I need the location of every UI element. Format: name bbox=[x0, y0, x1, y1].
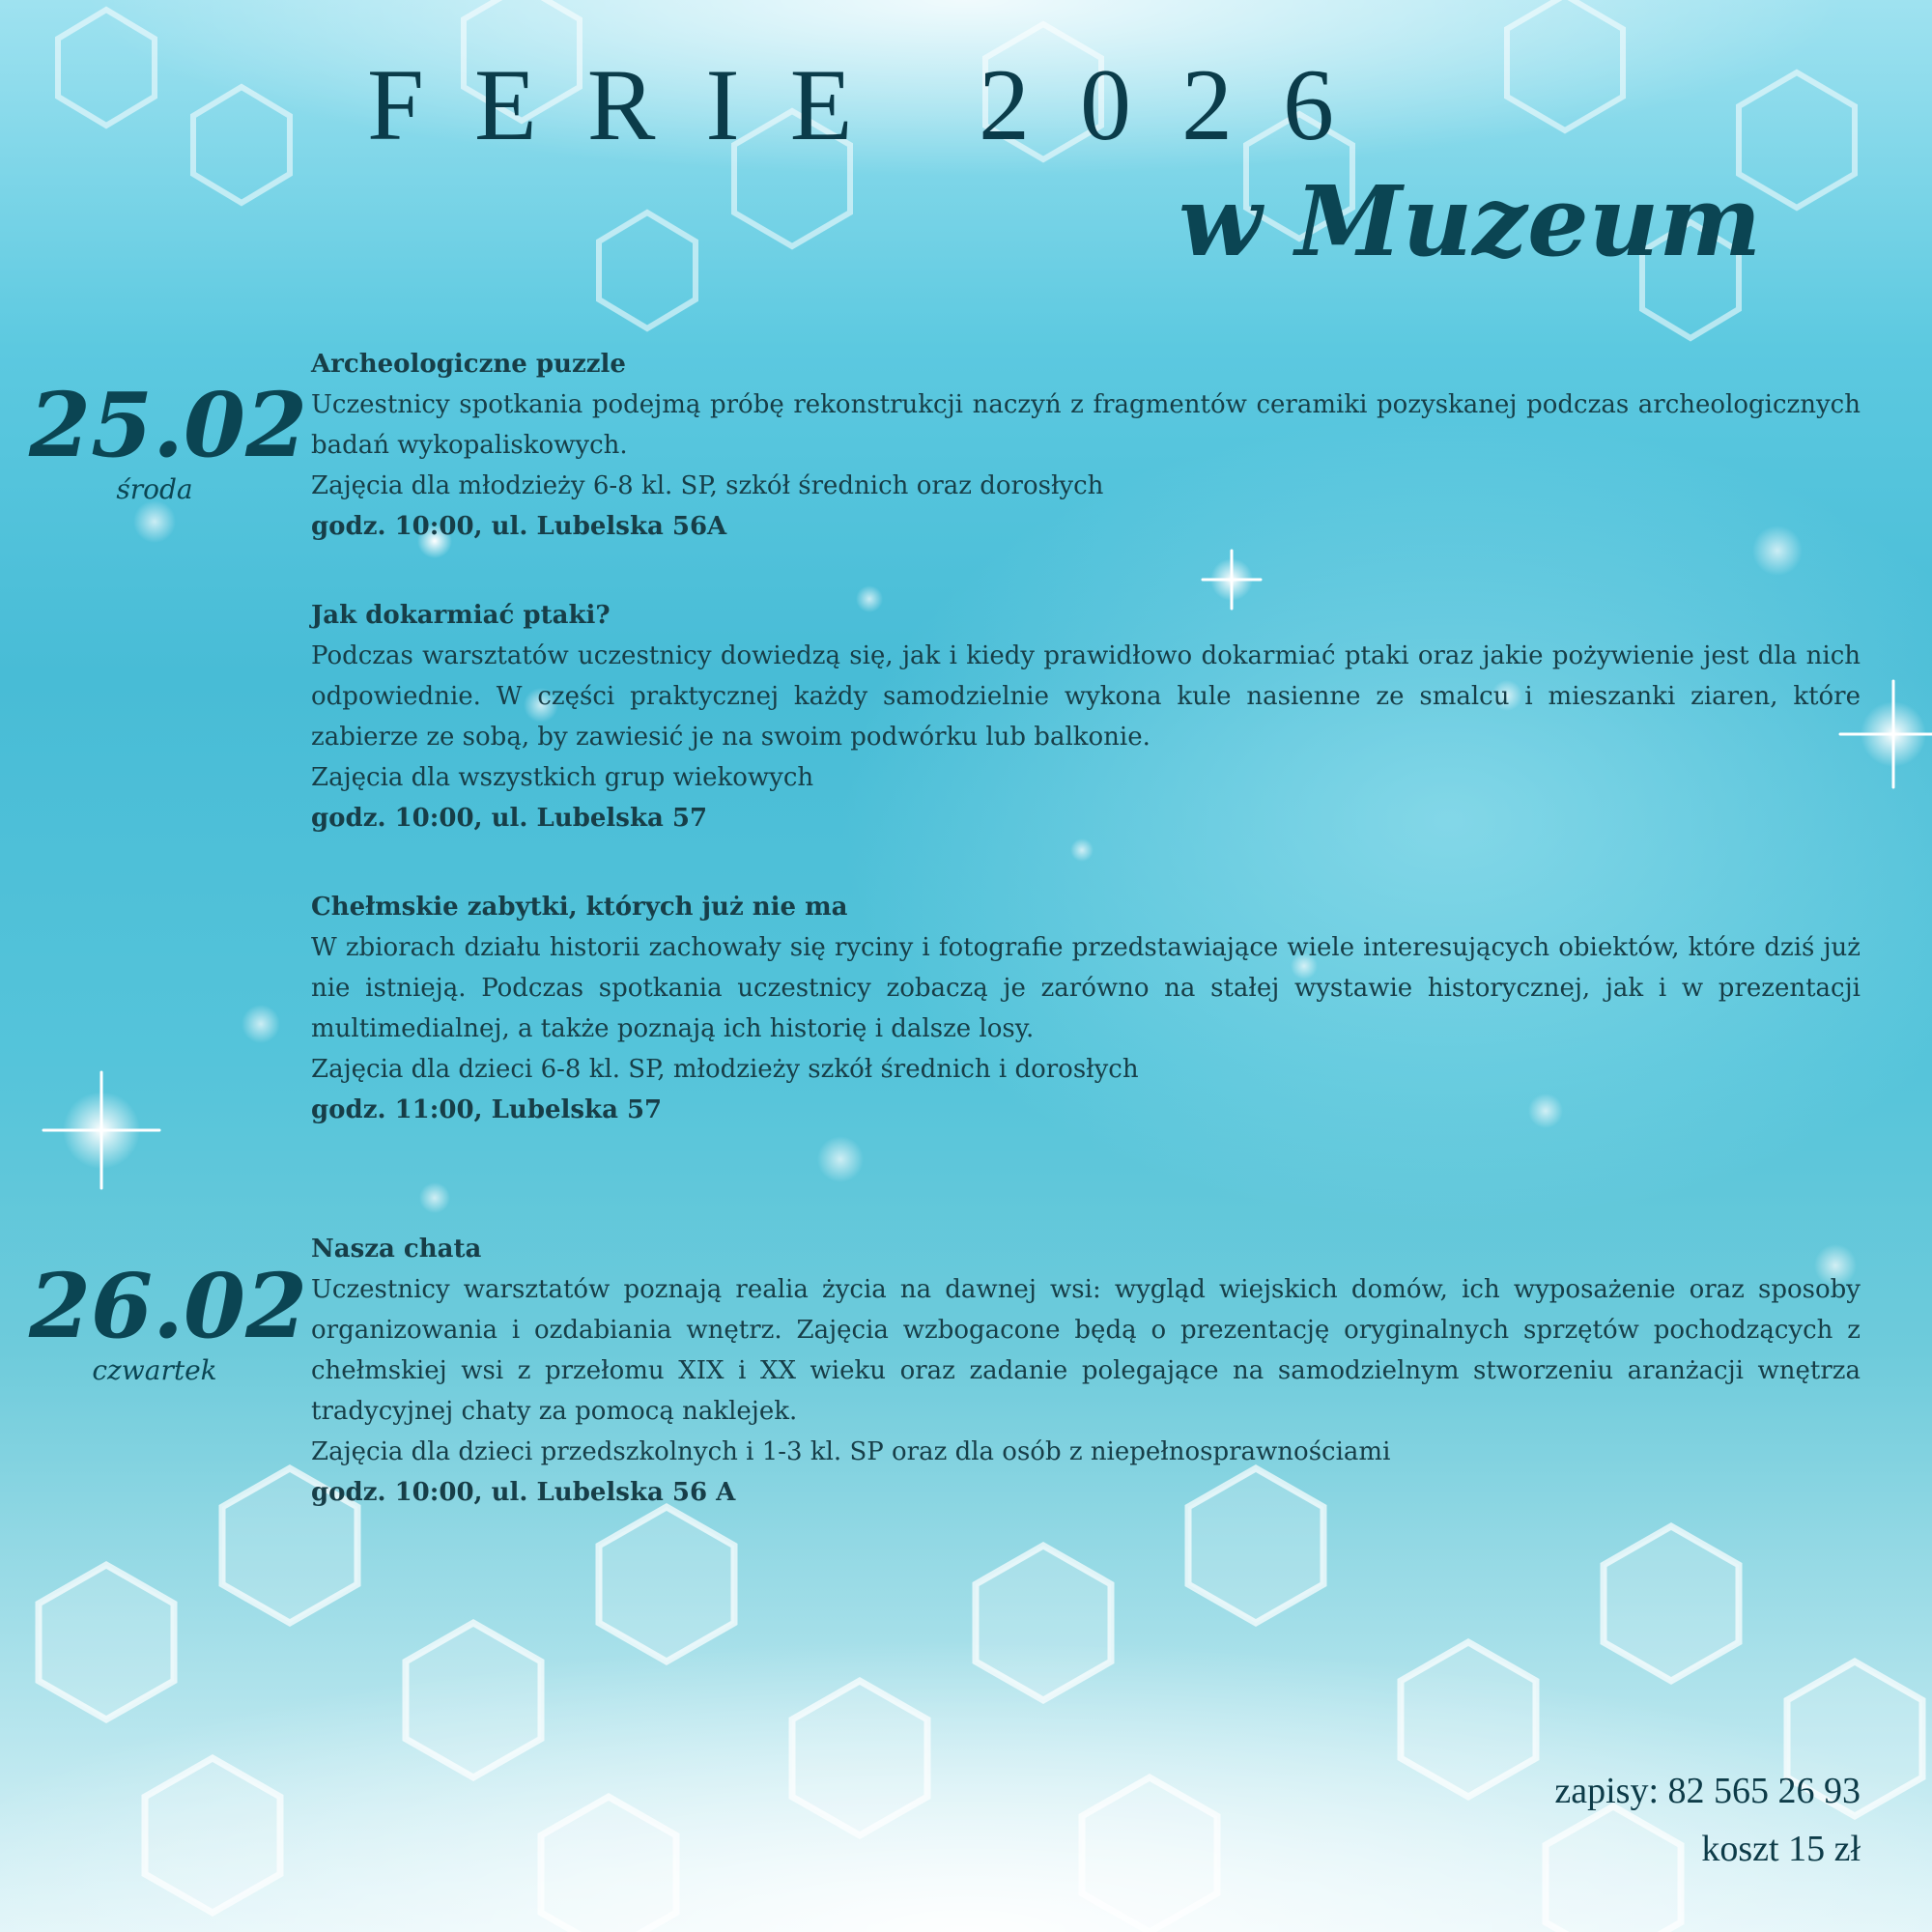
poster-subtitle: w Muzeum bbox=[1179, 164, 1762, 278]
event-audience: Zajęcia dla dzieci 6-8 kl. SP, młodzieży szkół średnich i dorosłych bbox=[311, 1055, 1139, 1084]
day-25-02-date bbox=[29, 373, 308, 505]
day-26-02-date bbox=[29, 1254, 308, 1386]
event-time-place: godz. 10:00, ul. Lubelska 56 A bbox=[311, 1478, 736, 1507]
event-description: Uczestnicy warsztatów poznają realia życia na dawnej wsi: wygląd wiejskich domów, ich wyposażenie oraz sposoby organizowania i ozdabiania wnętrz. Zajęcia wzbogacone będą o prezentację oryginalnych sprzętów pochodzących z chełmskiej wsi z przełomu XIX i XX wieku oraz zadanie polegające na samodzielnym stworzeniu aranżacji wnętrza tradycyjnej chaty za pomocą naklejek. bbox=[311, 1275, 1861, 1426]
event-nasza-chata bbox=[311, 1229, 1861, 1513]
event-chelmskie-zabytki bbox=[311, 887, 1861, 1130]
event-time-place: godz. 10:00, ul. Lubelska 56A bbox=[311, 512, 727, 541]
event-title: Archeologiczne puzzle bbox=[311, 350, 626, 379]
event-description: Uczestnicy spotkania podejmą próbę rekonstrukcji naczyń z fragmentów ceramiki pozyskanej podczas archeologicznych badań wykopaliskowych. bbox=[311, 390, 1861, 460]
cost-info: koszt 15 zł bbox=[1701, 1829, 1861, 1869]
event-audience: Zajęcia dla młodzieży 6-8 kl. SP, szkół średnich oraz dorosłych bbox=[311, 471, 1104, 500]
date-weekday: czwartek bbox=[92, 1354, 217, 1386]
event-title: Chełmskie zabytki, których już nie ma bbox=[311, 893, 848, 922]
signup-phone: zapisy: 82 565 26 93 bbox=[1554, 1771, 1861, 1811]
date-number: 26.02 bbox=[29, 1254, 308, 1358]
date-number: 25.02 bbox=[29, 373, 308, 477]
event-audience: Zajęcia dla dzieci przedszkolnych i 1-3 kl. SP oraz dla osób z niepełnosprawnościami bbox=[311, 1437, 1391, 1466]
event-jak-dokarmiac-ptaki bbox=[311, 595, 1861, 838]
event-time-place: godz. 11:00, Lubelska 57 bbox=[311, 1095, 663, 1124]
event-archeologiczne-puzzle bbox=[311, 344, 1861, 547]
event-title: Jak dokarmiać ptaki? bbox=[311, 601, 611, 630]
event-description: W zbiorach działu historii zachowały się ryciny i fotografie przedstawiające wiele interesujących obiektów, które dziś już nie istnieją. Podczas spotkania uczestnicy zobaczą je zarówno na stałej wystawie historycznej, jak i w prezentacji multimedialnej, a także poznają ich historię i dalsze losy. bbox=[311, 933, 1861, 1043]
date-weekday: środa bbox=[116, 473, 193, 505]
event-description: Podczas warsztatów uczestnicy dowiedzą się, jak i kiedy prawidłowo dokarmiać ptaki oraz jakie pożywienie jest dla nich odpowiednie. W części praktycznej każdy samodzielnie wykona kule nasienne ze smalcu i mieszanki ziaren, które zabierze ze sobą, by zawiesić je na swoim podwórku lub balkonie. bbox=[311, 641, 1861, 752]
event-audience: Zajęcia dla wszystkich grup wiekowych bbox=[311, 763, 814, 792]
event-title: Nasza chata bbox=[311, 1235, 482, 1264]
event-time-place: godz. 10:00, ul. Lubelska 57 bbox=[311, 804, 708, 833]
poster-title: FERIE 2026 bbox=[367, 48, 1384, 161]
